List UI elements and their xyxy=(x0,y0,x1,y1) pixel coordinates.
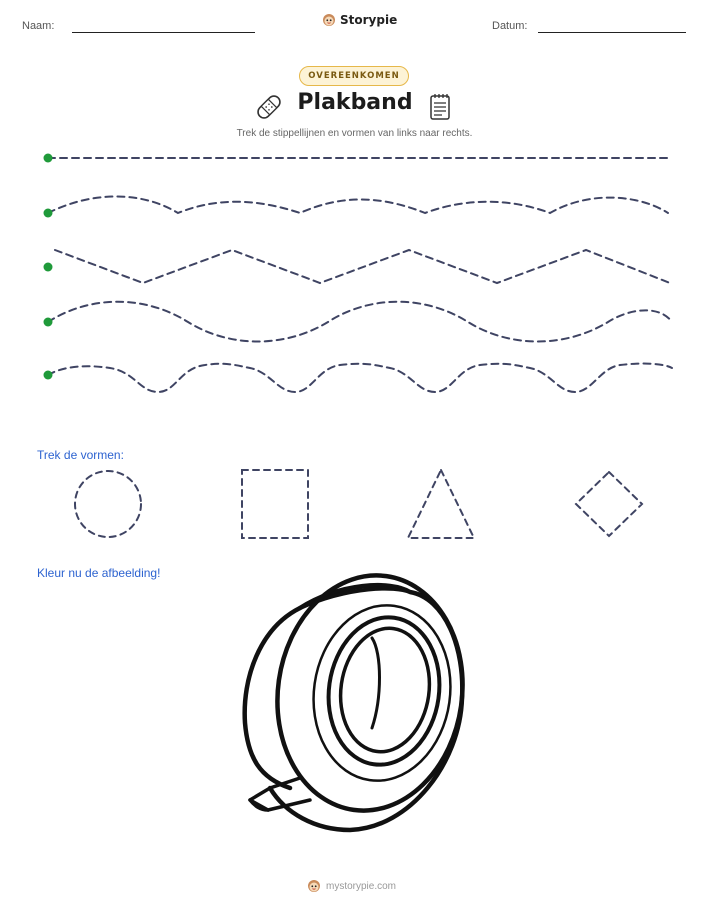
trace-shape-circle xyxy=(75,471,141,537)
start-dot-4 xyxy=(44,318,53,327)
trace-shapes xyxy=(0,462,709,552)
footer xyxy=(307,879,396,893)
footer-site-link[interactable]: mystorypie.com xyxy=(326,880,397,892)
category-badge: OVEREENKOMEN xyxy=(299,66,409,86)
name-label: Naam: xyxy=(22,20,55,32)
trace-line-bump-wave xyxy=(48,364,672,392)
trace-line-zigzag xyxy=(55,250,670,283)
name-write-line[interactable] xyxy=(72,32,255,33)
shapes-section-label: Trek de vormen: xyxy=(37,448,124,462)
start-dot-1 xyxy=(44,154,53,163)
trace-shape-triangle xyxy=(408,470,474,538)
notepad-icon xyxy=(429,93,451,121)
start-dot-2 xyxy=(44,209,53,218)
worksheet-title: Plakband xyxy=(297,90,413,115)
start-dot-5 xyxy=(44,371,53,380)
tape-roll-outline-image xyxy=(240,578,480,838)
coloring-section-label: Kleur nu de afbeelding! xyxy=(37,566,161,580)
storypie-mascot-icon xyxy=(307,879,321,893)
date-write-line[interactable] xyxy=(538,32,686,33)
brand-name: Storypie xyxy=(340,13,398,27)
trace-line-gentle-wave xyxy=(48,196,668,213)
trace-shape-square xyxy=(242,470,308,538)
trace-shape-diamond xyxy=(576,472,642,536)
brand-logo xyxy=(322,13,397,27)
bandage-icon xyxy=(254,92,284,122)
date-label: Datum: xyxy=(492,20,528,32)
storypie-mascot-icon xyxy=(322,13,336,27)
start-dot-3 xyxy=(44,263,53,272)
instruction-text: Trek de stippellijnen en vormen van links naar rechts. xyxy=(236,128,473,139)
tracing-lines xyxy=(0,140,709,400)
trace-line-wave xyxy=(48,302,672,342)
